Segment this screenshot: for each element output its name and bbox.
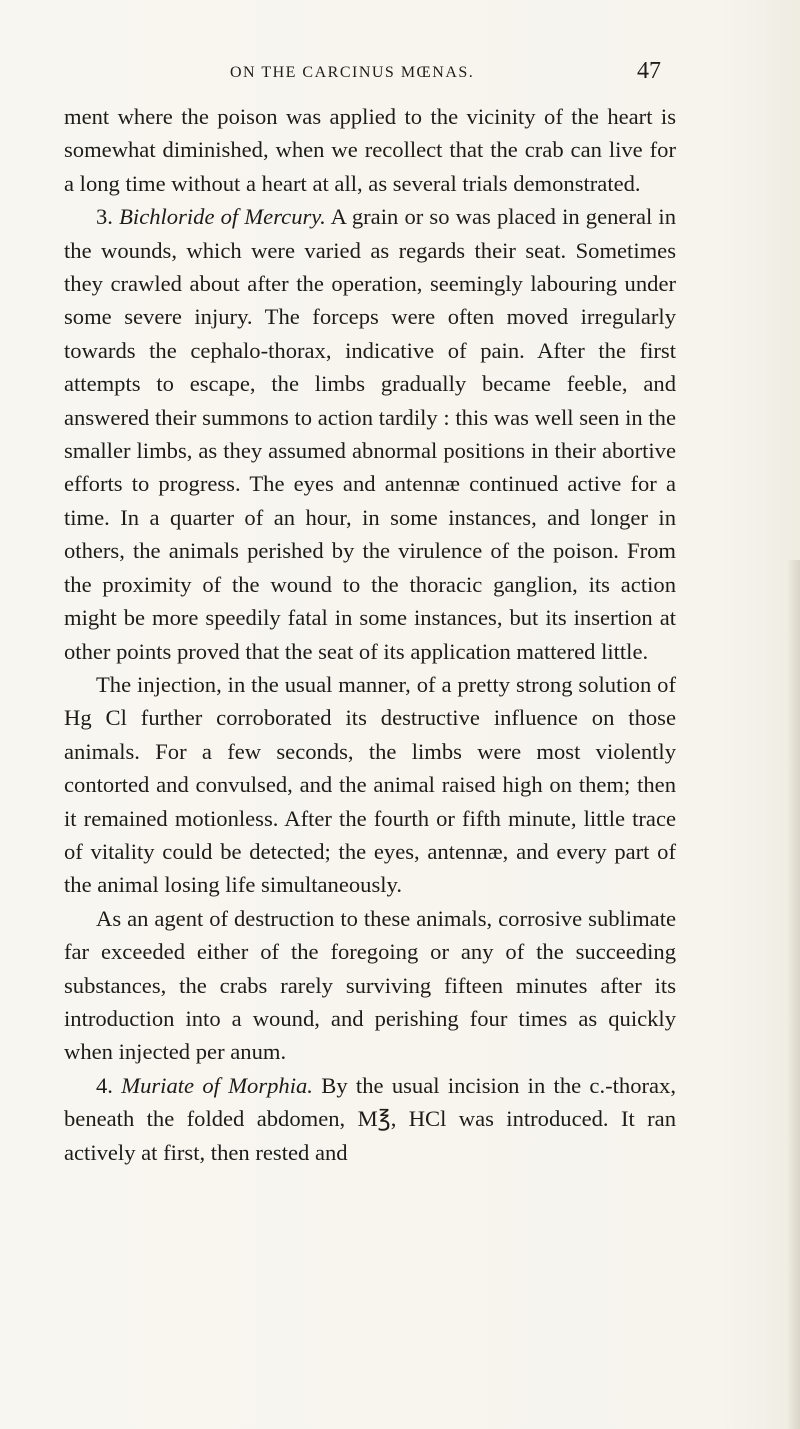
paragraph-continuation xyxy=(64,100,676,200)
paragraph-corrosive-sublimate xyxy=(64,902,676,1069)
section-heading: Bichloride of Mercury. xyxy=(119,204,326,230)
body-text xyxy=(64,100,676,1169)
page-edge-shadow xyxy=(786,560,800,1429)
section-number: 3. xyxy=(96,204,113,230)
paragraph-text: ment where the poison was applied to the vicinity of the heart is somewhat diminished, when we recollect that the crab can live for a long time without a heart at all, as several trials demonstrated. xyxy=(64,104,676,196)
paragraph-injection xyxy=(64,668,676,902)
section-number: 4. xyxy=(96,1072,113,1098)
page-header xyxy=(0,58,800,90)
section-heading: Muriate of Morphia. xyxy=(121,1072,313,1098)
paragraph-text: As an agent of destruction to these animals, corrosive sublimate far exceeded either of the foregoing or any of the succeeding substances, the crabs rarely surviving fifteen minutes after its introduction into a wound, and perishing four times as quickly when injected per anum. xyxy=(64,905,676,1065)
paragraph-muriate-of-morphia xyxy=(64,1069,676,1169)
paragraph-text: By the usual incision in the c.-thorax, beneath the folded abdomen, M℥, HCl was introduced. It ran actively at first, then rested and xyxy=(64,1072,677,1165)
paragraph-bichloride-of-mercury xyxy=(64,200,676,668)
page-number: 47 xyxy=(637,58,661,84)
paragraph-text: A grain or so was placed in general in the wounds, which were varied as regards their seat. Sometimes they crawled about after the operation, seemingly labouring under some severe injury. The forceps were often moved irregularly towards the cephalo-thorax, indicative of pain. After the first attempts to escape, the limbs gradually became feeble, and answered their summons to action tardily : this was well seen in the smaller limbs, as they assumed abnormal positions in their abortive efforts to progress. The eyes and antennæ continued active for a time. In a quarter of an hour, in some instances, and longer in others, the animals perished by the virulence of the poison. From the proximity of the wound to the thoracic ganglion, its action might be more speedily fatal in some instances, but its insertion at other points proved that the seat of its application mattered little. xyxy=(64,204,677,664)
running-title: ON THE CARCINUS MŒNAS. xyxy=(230,64,475,81)
paragraph-text: The injection, in the usual manner, of a pretty strong solution of Hg Cl further corroborated its destructive influence on those animals. For a few seconds, the limbs were most violently contorted and convulsed, and the animal raised high on them; then it remained motionless. After the fourth or fifth minute, little trace of vitality could be detected; the eyes, antennæ, and every part of the animal losing life simultaneously. xyxy=(64,671,676,898)
